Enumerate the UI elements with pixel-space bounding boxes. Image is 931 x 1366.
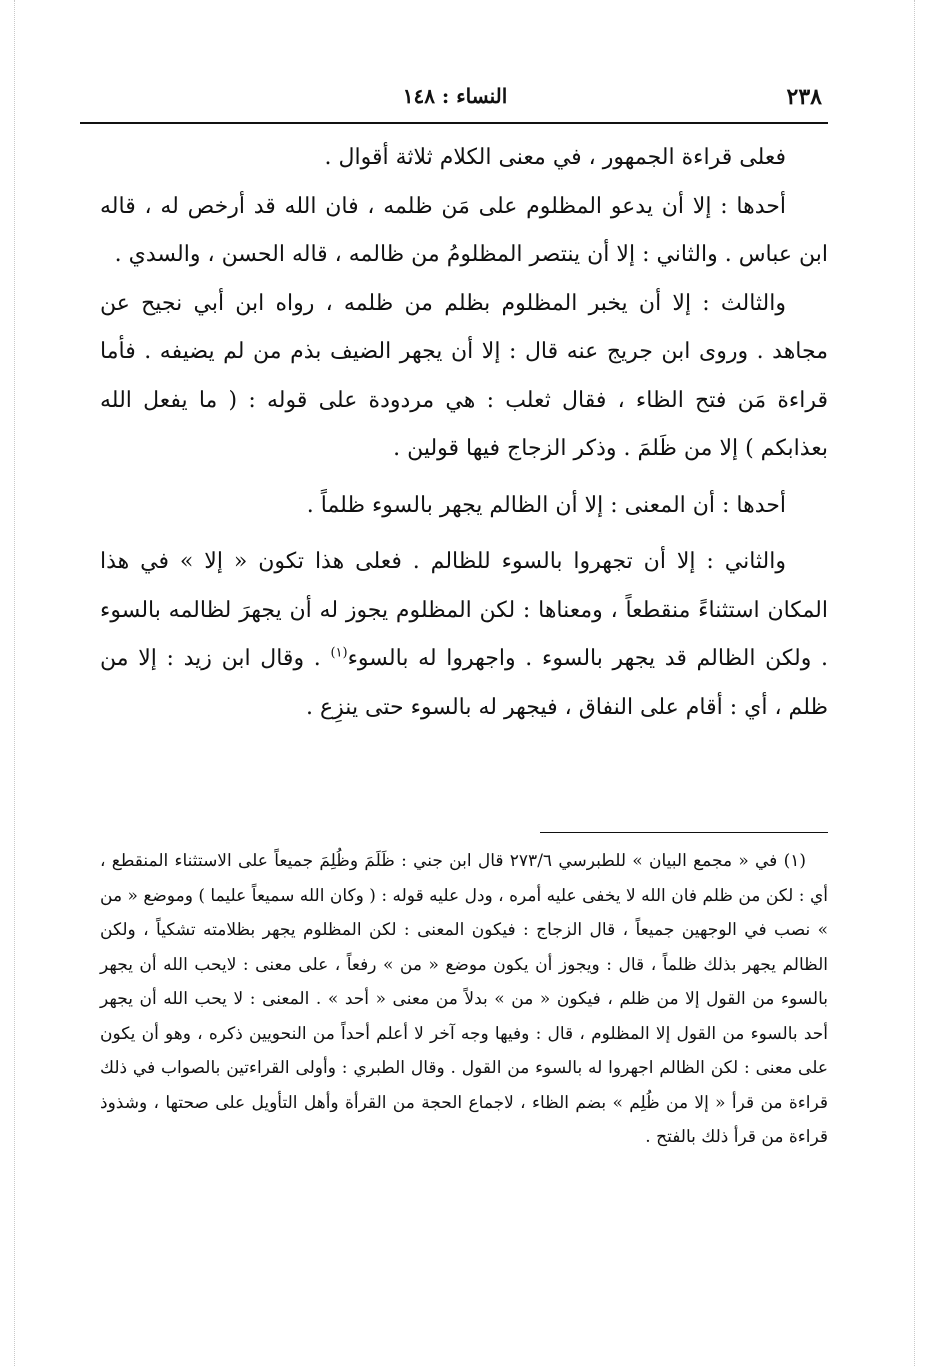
header-rule [80,122,828,124]
page-number: ٢٣٨ [786,84,822,110]
paragraph-4: أحدها : أن المعنى : إلا أن الظالم يجهر بالسوء ظلماً . [306,492,786,518]
paragraph-2: أحدها : إلا أن يدعو المظلوم على مَن ظلمه ، فان الله قد أرخص له ، قاله ابن عباس . والثاني : إلا أن ينتصر المظلومُ من ظالمه ، قاله الحسن ، والسدي . [100,193,828,267]
footnote-marker: (١) [330,645,348,661]
page-header [84,84,826,114]
running-head: النساء : ١٤٨ [402,84,508,108]
paragraph-5 [100,538,828,732]
margin-guide-left [14,0,15,1366]
margin-guide-right [914,0,915,1366]
footnote-rule [540,832,828,833]
footnotes [100,844,828,1155]
paragraph-3: والثالث : إلا أن يخبر المظلوم بظلم من ظلمه ، رواه ابن أبي نجيح عن مجاهد . وروى ابن جريج عنه قال : إلا أن يجهر الضيف بذم من لم يضيفه . فأما قراءة مَن فتح الظاء ، فقال ثعلب : هي مردودة على قوله : ( ما يفعل الله بعذابكم ) إلا من ظَلمَ . وذكر الزجاج فيها قولين . [100,290,828,461]
main-text [100,134,828,732]
paragraph-5-part-1: والثاني : إلا أن تجهروا بالسوء للظالم . فعلى هذا تكون « إلا » في هذا المكان استثناءً منقطعاً ، ومعناها : لكن المظلوم يجوز له أن يجهرَ لظالمه بالسوء . ولكن الظالم قد يجهر بالسوء . واجهروا له بالسوء [100,549,829,671]
paragraph-1: فعلى قراءة الجمهور ، في معنى الكلام ثلاثة أقوال . [324,145,786,170]
paragraph-5-part-2: . وقال ابن زيد : إلا من ظلم ، أي : أقام على النفاق ، فيجهر له بالسوء حتى ينزِع . [100,646,828,720]
footnote-1: (١) في « مجمع البيان » للطبرسي ٢٧٣/٦ قال ابن جني : ظَلَمَ وظُلِمَ جميعاً على الاستثناء المنقطع ، أي : لكن من ظلم فان الله لا يخفى عليه أمره ، ودل عليه قوله : ( وكان الله سميعاً عليما ) وموضع « من » نصب في الوجهين جميعاً ، قال الزجاج : فيكون المعنى : لكن المظلوم يجهر بظلامته تشكياً ، ولكن الظالم يجهر بذلك ظلماً ، قال : ويجوز أن يكون موضع « من » رفعاً ، على معنى : لايحب الله أن يجهر بالسوء من القول إلا من ظلم ، فيكون « من » بدلاً من معنى « أحد » . المعنى : لا يحب الله أن يجهر أحد بالسوء من القول إلا المظلوم ، قال : وفيها وجه آخر لا أعلم أحداً من النحويين ذكره ، وهو أن يكون على معنى : لكن الظالم اجهروا له بالسوء من القول . وقال الطبري : وأولى القراءتين بالصواب في ذلك قراءة من قرأ « إلا من ظُلِم » بضم الظاء ، لاجماع الحجة من القرأة وأهل التأويل على صحتها ، وشذوذ قراءة من قرأ ذلك بالفتح . [100,851,828,1147]
